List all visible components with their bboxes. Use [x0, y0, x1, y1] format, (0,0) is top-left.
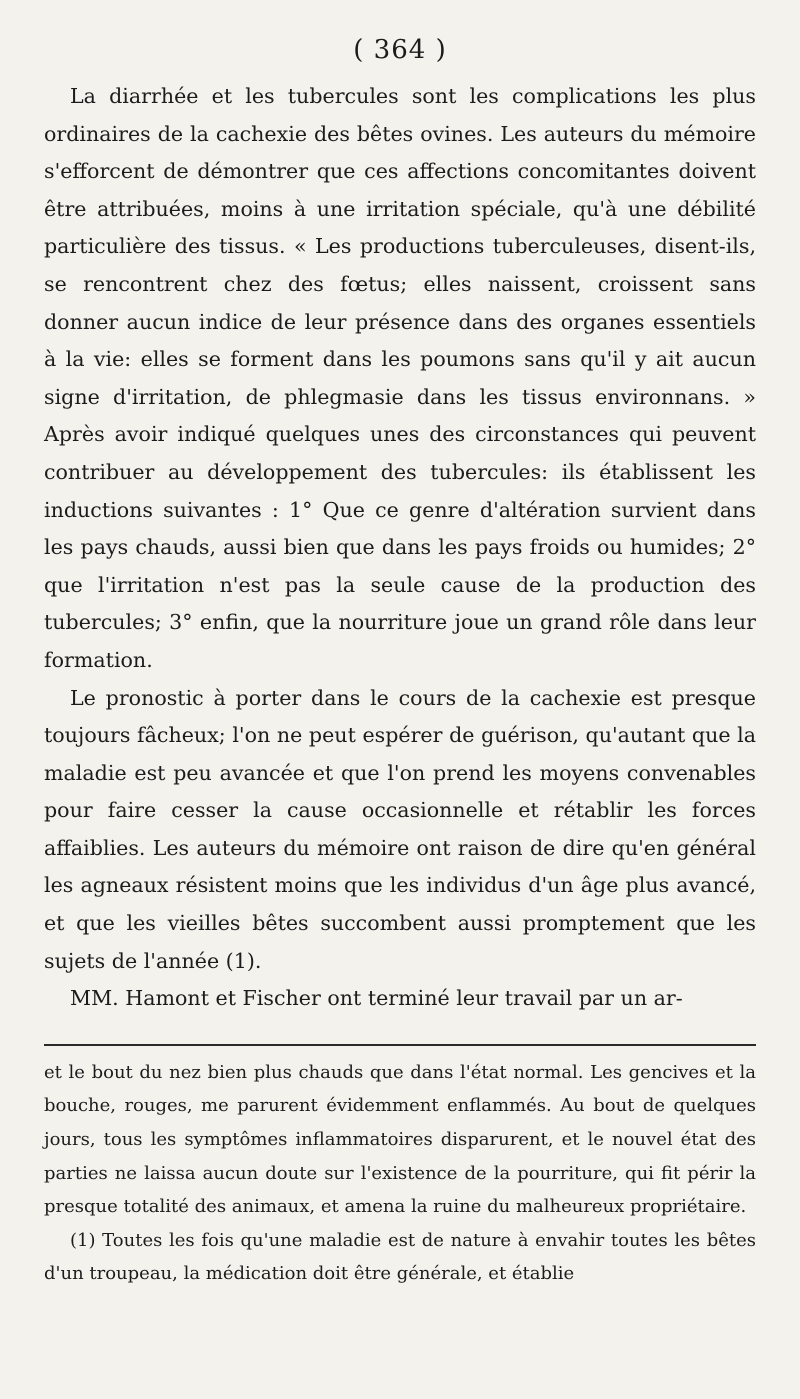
paragraph-conclusion-start: MM. Hamont et Fischer ont terminé leur travail par un ar-: [70, 986, 683, 1011]
paragraph-pronostic: Le pronostic à porter dans le cours de la cachexie est presque toujours fâcheux; l'on ne peut espérer de guérison, qu'autant que la maladie est peu avancée et que l'on prend les moyens convenables pour faire cesser la cause occasionnelle et rétablir les forces affaiblies. Les auteurs du mémoire ont raison de dire qu'en général les agneaux résistent moins que les individus d'un âge plus avancé, et que les vieilles bêtes succombent aussi promptement que les sujets de l'année (1).: [44, 685, 756, 973]
footnote-1: (1) Toutes les fois qu'une maladie est de nature à envahir toutes les bêtes d'un troupeau, la médication doit être générale, et établie: [44, 1229, 756, 1285]
footnotes: [44, 1056, 756, 1291]
page-number: ( 364 ): [353, 35, 447, 65]
main-text: [44, 78, 756, 1018]
footnote-continuation: et le bout du nez bien plus chauds que dans l'état normal. Les gencives et la bouche, rouges, me parurent évidemment enflammés. Au bout de quelques jours, tous les symptômes inflammatoires disparurent, et le nouvel état des parties ne laissa aucun doute sur l'existence de la pourriture, qui fit périr la presque totalité des animaux, et amena la ruine du malheureux propriétaire.: [44, 1061, 756, 1218]
paragraph-cachexie-complications: La diarrhée et les tubercules sont les complications les plus ordinaires de la cachexie des bêtes ovines. Les auteurs du mémoire s'efforcent de démontrer que ces affections concomitantes doivent être attribuées, moins à une irritation spéciale, qu'à une débilité particulière des tissus. « Les productions tuberculeuses, disent-ils, se rencontrent chez des fœtus; elles naissent, croissent sans donner aucun indice de leur présence dans des organes essentiels à la vie: elles se forment dans les poumons sans qu'il y ait aucun signe d'irritation, de phlegmasie dans les tissus environnans. » Après avoir indiqué quelques unes des circonstances qui peuvent contribuer au développement des tubercules: ils établissent les inductions suivantes : 1° Que ce genre d'altération survient dans les pays chauds, aussi bien que dans les pays froids ou humides; 2° que l'irritation n'est pas la seule cause de la production des tubercules; 3° enfin, que la nourriture joue un grand rôle dans leur formation.: [44, 84, 756, 672]
footnote-divider: [44, 1044, 756, 1046]
